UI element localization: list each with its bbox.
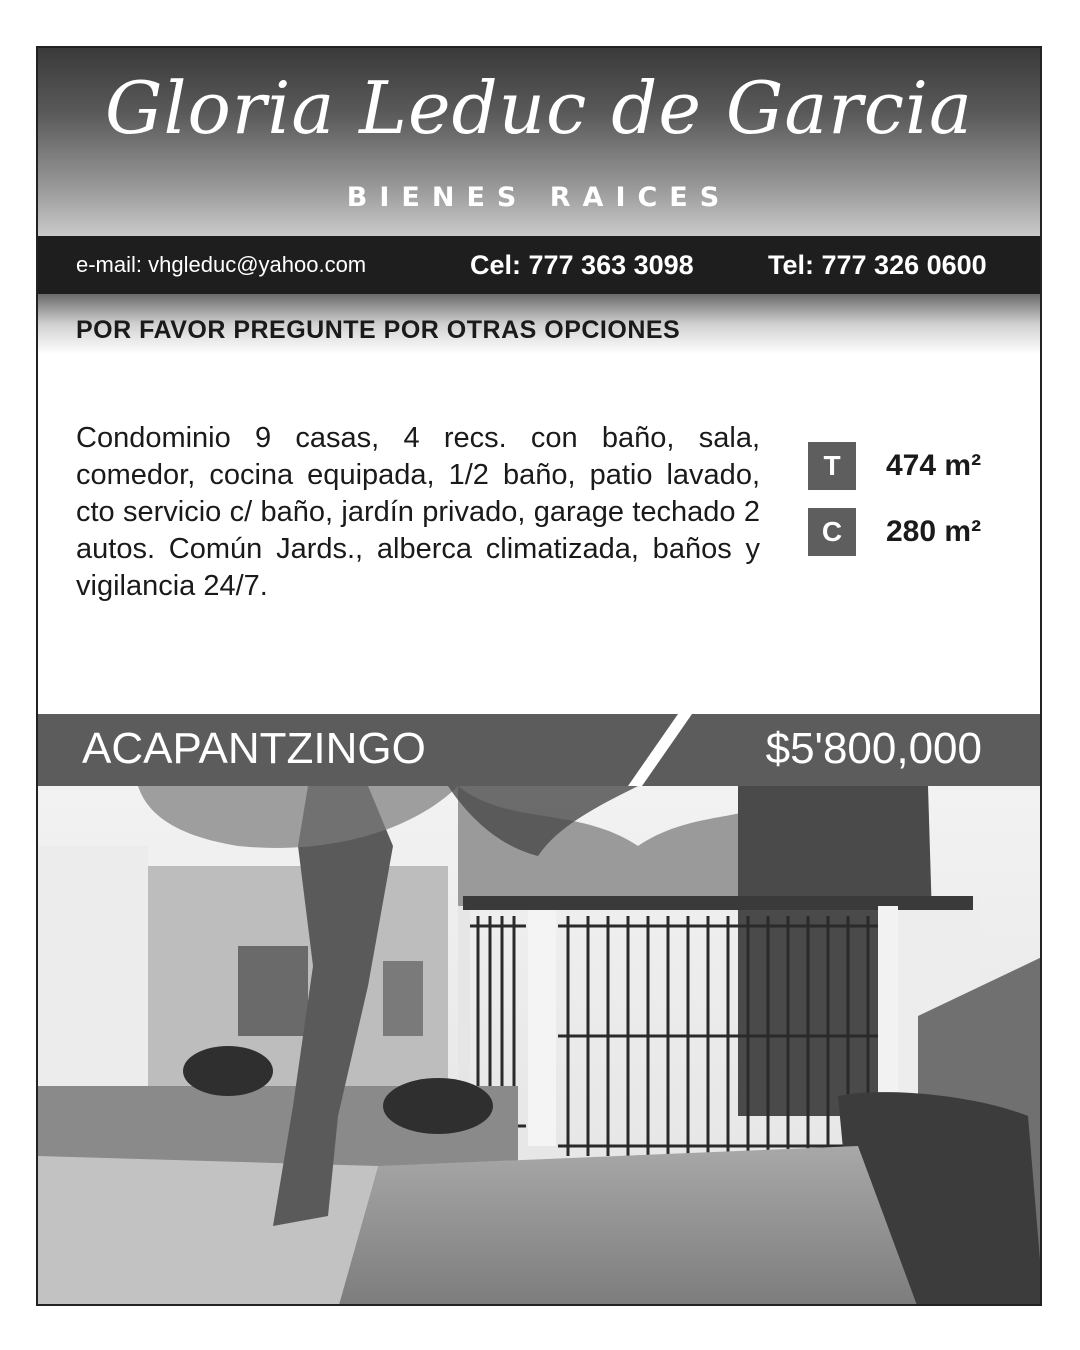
brand-subtitle: BIENES RAICES [346,182,732,213]
slash-divider [628,714,698,786]
brand-name: Gloria Leduc de Garcia [105,66,973,150]
property-description: Condominio 9 casas, 4 recs. con baño, sala, comedor, cocina equipada, 1/2 baño, patio lavado, cto servicio c/ baño, jardín privado, garage techado 2 autos. Común Jards., alberca climatizada, baños y vigilancia 24/7. [76,422,760,602]
property-photo [38,786,1040,1306]
listing-price: $5'800,000 [765,724,982,773]
header [38,48,1040,236]
flyer [36,46,1042,1306]
contact-bar [38,236,1040,294]
spec-construction-value: 280 m² [886,515,982,548]
listing-band [38,714,1040,786]
notice-text: POR FAVOR PREGUNTE POR OTRAS OPCIONES [76,316,681,344]
spec-construction [808,508,981,556]
spec-terrain-value: 474 m² [886,449,982,482]
listing-location: ACAPANTZINGO [82,724,426,773]
spec-construction-label: C [808,508,856,556]
spec-terrain-label: T [808,442,856,490]
spec-terrain [808,442,981,490]
contact-tel[interactable]: Tel: 777 326 0600 [768,249,987,280]
contact-email[interactable]: e-mail: vhgleduc@yahoo.com [76,252,367,277]
contact-cel[interactable]: Cel: 777 363 3098 [470,249,694,280]
property-photo-illustration [38,786,1042,1306]
